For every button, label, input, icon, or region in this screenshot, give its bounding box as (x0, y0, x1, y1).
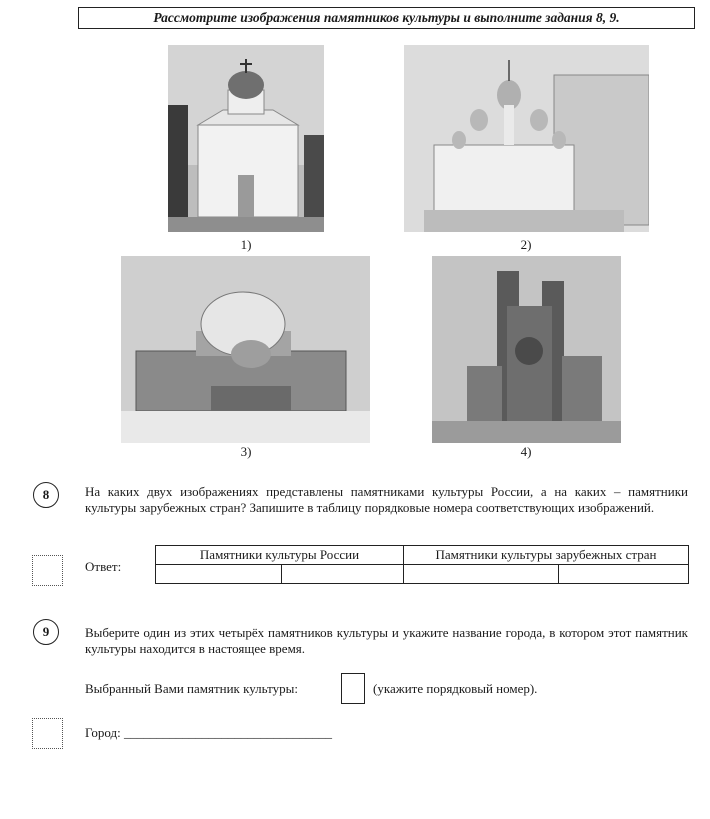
answer-cell-foreign-2[interactable] (559, 565, 689, 584)
score-box-9[interactable] (32, 718, 63, 749)
photo-2 (404, 45, 649, 232)
photo-1 (168, 45, 324, 232)
caption-3: 3) (240, 444, 252, 459)
question-number-9: 9 (33, 619, 59, 645)
answer-table (155, 545, 689, 584)
photo-3 (121, 256, 370, 443)
score-box-8[interactable] (32, 555, 63, 586)
table-header-russia: Памятники культуры России (156, 546, 404, 565)
answer-cell-russia-2[interactable] (282, 565, 404, 584)
question-8-text: На каких двух изображениях представлены памятниками культуры России, а на каких – памятники культуры зарубежных стран? Запишите в таблицу порядковые номера соответствующих изображений. (85, 484, 688, 515)
task-instruction: Рассмотрите изображения памятников культуры и выполните задания 8, 9. (78, 7, 695, 29)
answer-cell-foreign-1[interactable] (404, 565, 559, 584)
caption-1: 1) (240, 237, 252, 252)
answer-cell-russia-1[interactable] (156, 565, 282, 584)
city-field[interactable]: Город: ________________________________ (85, 725, 332, 740)
question-number-8: 8 (33, 482, 59, 508)
photo-4 (432, 256, 621, 443)
answer-label: Ответ: (85, 559, 122, 574)
pick-label: Выбранный Вами памятник культуры: (85, 681, 298, 696)
pick-number-box[interactable] (341, 673, 365, 704)
caption-4: 4) (520, 444, 532, 459)
question-9-text: Выберите один из этих четырёх памятников культуры и укажите название города, в котором этот памятник культуры находится в настоящее время. (85, 625, 688, 656)
table-header-foreign: Памятники культуры зарубежных стран (404, 546, 689, 565)
pick-hint: (укажите порядковый номер). (373, 681, 538, 696)
caption-2: 2) (520, 237, 532, 252)
